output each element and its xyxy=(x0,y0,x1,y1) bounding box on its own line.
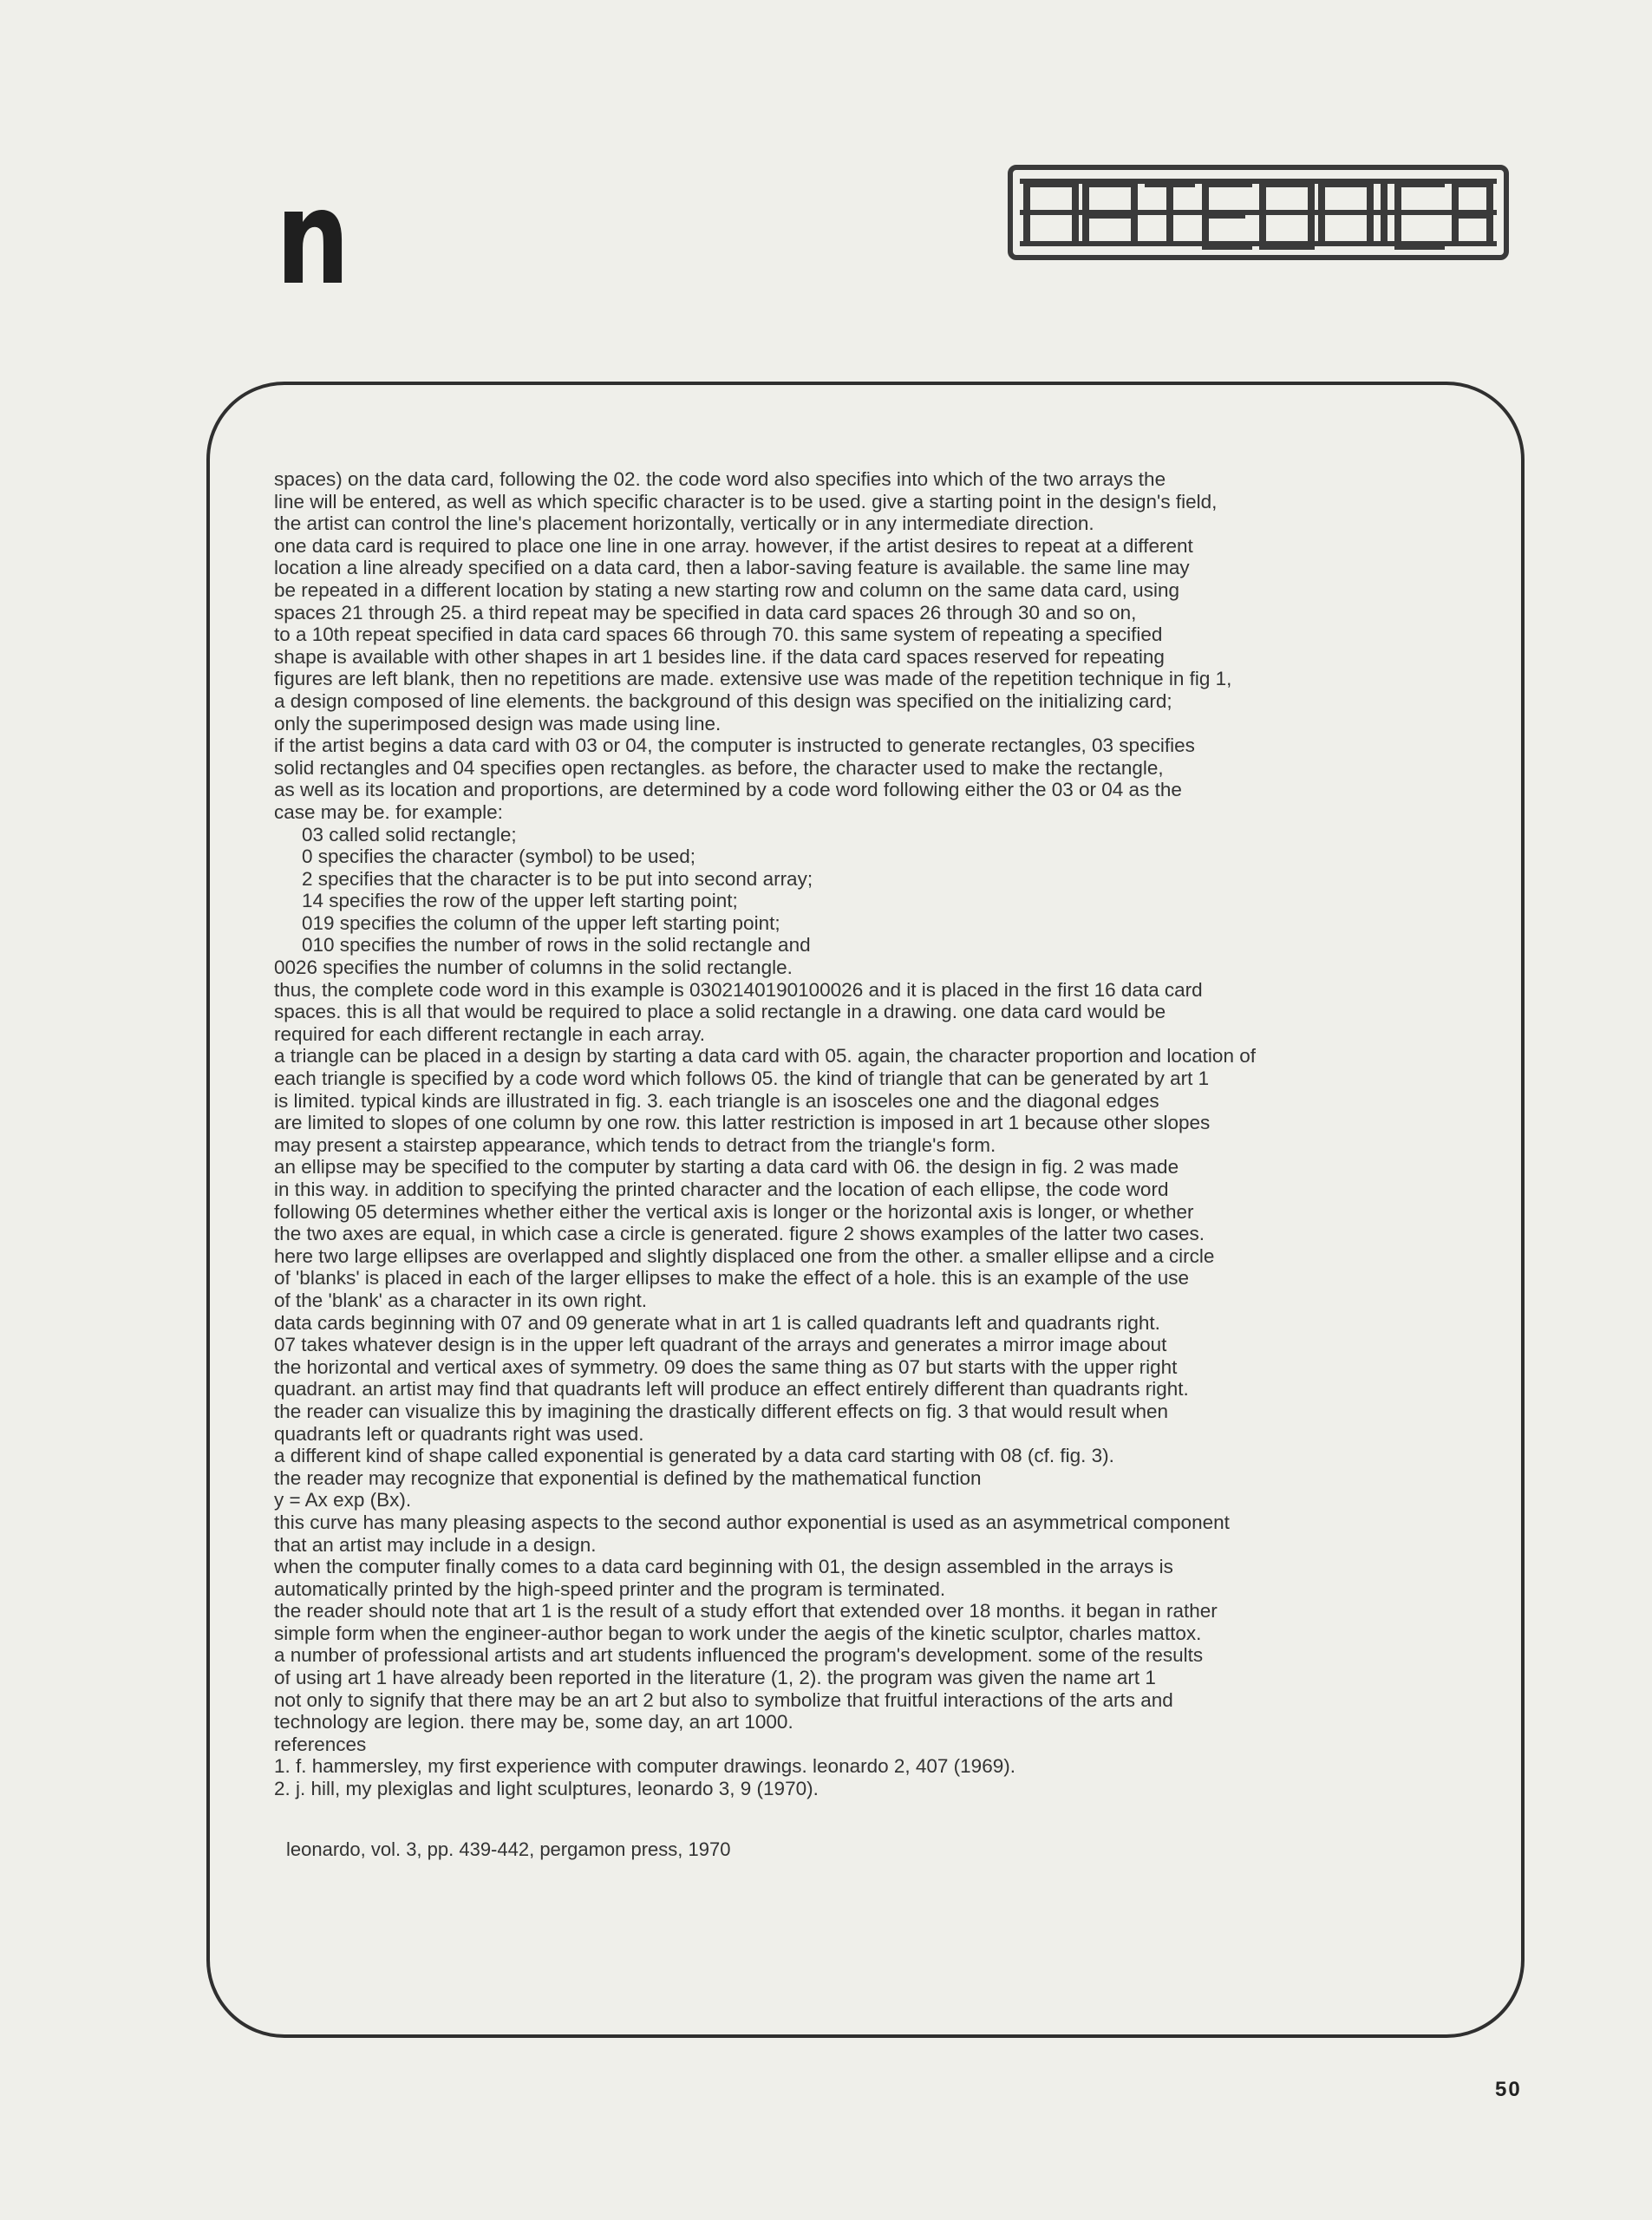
body-line: spaces) on the data card, following the 02. the code word also specifies into which of the two arrays the xyxy=(274,468,1166,490)
code-word-line: 14 specifies the row of the upper left starting point; xyxy=(302,890,738,912)
body-line: a triangle can be placed in a design by starting a data card with 05. again, the character proportion and location of xyxy=(274,1045,1256,1068)
body-line: is limited. typical kinds are illustrated in fig. 3. each triangle is an isosceles one and the diagonal edges xyxy=(274,1089,1159,1112)
references-heading: references xyxy=(274,1733,367,1755)
body-line: of using art 1 have already been reported in the literature (1, 2). the program was given the name art 1 xyxy=(274,1667,1156,1689)
code-word-line: 019 specifies the column of the upper left starting point; xyxy=(302,911,780,934)
body-line: of the 'blank' as a character in its own right. xyxy=(274,1289,648,1311)
body-line: the reader may recognize that exponential is defined by the mathematical function xyxy=(274,1466,982,1489)
body-line: spaces. this is all that would be required to place a solid rectangle in a drawing. one data card would be xyxy=(274,1001,1166,1023)
arteonica-logo xyxy=(1008,165,1509,260)
body-line: not only to signify that there may be an art 2 but also to symbolize that fruitful interactions of the arts and xyxy=(274,1688,1173,1711)
body-line: of 'blanks' is placed in each of the larger ellipses to make the effect of a hole. this is an example of the use xyxy=(274,1267,1190,1290)
body-line: data cards beginning with 07 and 09 generate what in art 1 is called quadrants left and quadrants right. xyxy=(274,1311,1160,1334)
page-number: 50 xyxy=(1495,2078,1522,2101)
article-body xyxy=(274,468,1471,1800)
code-word-line: 0026 specifies the number of columns in the solid rectangle. xyxy=(274,957,793,979)
body-line: the reader can visualize this by imagining the drastically different effects on fig. 3 that would result when xyxy=(274,1400,1168,1422)
body-line: location a line already specified on a data card, then a labor-saving feature is available. the same line may xyxy=(274,557,1190,579)
body-line: automatically printed by the high-speed printer and the program is terminated. xyxy=(274,1577,946,1600)
body-line: case may be. for example: xyxy=(274,800,503,823)
body-line: here two large ellipses are overlapped and slightly displaced one from the other. a smaller ellipse and a circle xyxy=(274,1244,1215,1267)
body-line: spaces 21 through 25. a third repeat may be specified in data card spaces 26 through 30 and so on, xyxy=(274,601,1137,624)
body-line: as well as its location and proportions, are determined by a code word following either the 03 or 04 as the xyxy=(274,779,1182,801)
body-line: a number of professional artists and art students influenced the program's development. some of the results xyxy=(274,1644,1204,1667)
body-line: shape is available with other shapes in art 1 besides line. if the data card spaces reserved for repeating xyxy=(274,645,1165,668)
body-line: be repeated in a different location by stating a new starting row and column on the same data card, using xyxy=(274,578,1179,601)
body-line: the horizontal and vertical axes of symmetry. 09 does the same thing as 07 but starts with the upper right xyxy=(274,1355,1178,1378)
body-line: required for each different rectangle in each array. xyxy=(274,1022,705,1045)
body-line: the reader should note that art 1 is the result of a study effort that extended over 18 months. it began in rather xyxy=(274,1600,1218,1623)
source-citation: leonardo, vol. 3, pp. 439-442, pergamon press, 1970 xyxy=(286,1838,731,1860)
body-line: are limited to slopes of one column by one row. this latter restriction is imposed in art 1 because other slopes xyxy=(274,1112,1211,1134)
body-line: this curve has many pleasing aspects to the second author exponential is used as an asymmetrical component xyxy=(274,1511,1230,1533)
body-line: simple form when the engineer-author began to work under the aegis of the kinetic sculptor, charles mattox. xyxy=(274,1622,1202,1644)
arteonica-logo-mark xyxy=(1013,170,1504,255)
body-line: one data card is required to place one line in one array. however, if the artist desires to repeat at a different xyxy=(274,534,1193,557)
body-line: if the artist begins a data card with 03 or 04, the computer is instructed to generate rectangles, 03 specifies xyxy=(274,735,1195,757)
body-line: an ellipse may be specified to the computer by starting a data card with 06. the design in fig. 2 was made xyxy=(274,1156,1179,1179)
body-line: quadrant. an artist may find that quadrants left will produce an effect entirely different than quadrants right. xyxy=(274,1378,1189,1401)
body-line: figures are left blank, then no repetitions are made. extensive use was made of the repetition technique in fig 1, xyxy=(274,668,1232,690)
code-word-line: 010 specifies the number of rows in the solid rectangle and xyxy=(302,934,811,957)
code-word-line: 0 specifies the character (symbol) to be used; xyxy=(302,846,695,868)
formula-line: y = Ax exp (Bx). xyxy=(274,1489,412,1512)
body-line: quadrants left or quadrants right was used. xyxy=(274,1422,644,1445)
body-line: thus, the complete code word in this example is 0302140190100026 and it is placed in the first 16 data card xyxy=(274,978,1203,1001)
code-word-line: 03 called solid rectangle; xyxy=(302,823,517,846)
body-line: each triangle is specified by a code word which follows 05. the kind of triangle that can be generated by art 1 xyxy=(274,1068,1210,1090)
body-line: when the computer finally comes to a data card beginning with 01, the design assembled in the arrays is xyxy=(274,1556,1173,1578)
body-line: to a 10th repeat specified in data card spaces 66 through 70. this same system of repeating a specified xyxy=(274,624,1163,646)
body-line: line will be entered, as well as which specific character is to be used. give a starting point in the design's field, xyxy=(274,490,1218,513)
code-word-line: 2 specifies that the character is to be put into second array; xyxy=(302,867,813,890)
body-line: that an artist may include in a design. xyxy=(274,1533,597,1556)
reference-item: 2. j. hill, my plexiglas and light sculptures, leonardo 3, 9 (1970). xyxy=(274,1778,819,1800)
body-line: following 05 determines whether either the vertical axis is longer or the horizontal axis is longer, or whether xyxy=(274,1200,1194,1223)
body-line: in this way. in addition to specifying the printed character and the location of each ellipse, the code word xyxy=(274,1179,1169,1200)
body-line: the artist can control the line's placement horizontally, vertically or in any intermediate direction. xyxy=(274,513,1094,535)
section-letter: n xyxy=(276,163,350,314)
body-line: only the superimposed design was made using line. xyxy=(274,712,722,735)
body-line: a different kind of shape called exponential is generated by a data card starting with 08 (cf. fig. 3). xyxy=(274,1445,1114,1467)
body-line: solid rectangles and 04 specifies open rectangles. as before, the character used to make the rectangle, xyxy=(274,756,1164,779)
body-line: may present a stairstep appearance, which tends to detract from the triangle's form. xyxy=(274,1133,996,1156)
body-line: the two axes are equal, in which case a circle is generated. figure 2 shows examples of the latter two cases. xyxy=(274,1223,1205,1245)
body-line: a design composed of line elements. the background of this design was specified on the initializing card; xyxy=(274,689,1172,712)
body-line: technology are legion. there may be, some day, an art 1000. xyxy=(274,1711,793,1734)
reference-item: 1. f. hammersley, my first experience with computer drawings. leonardo 2, 407 (1969). xyxy=(274,1755,1015,1778)
body-line: 07 takes whatever design is in the upper left quadrant of the arrays and generates a mirror image about xyxy=(274,1334,1167,1356)
